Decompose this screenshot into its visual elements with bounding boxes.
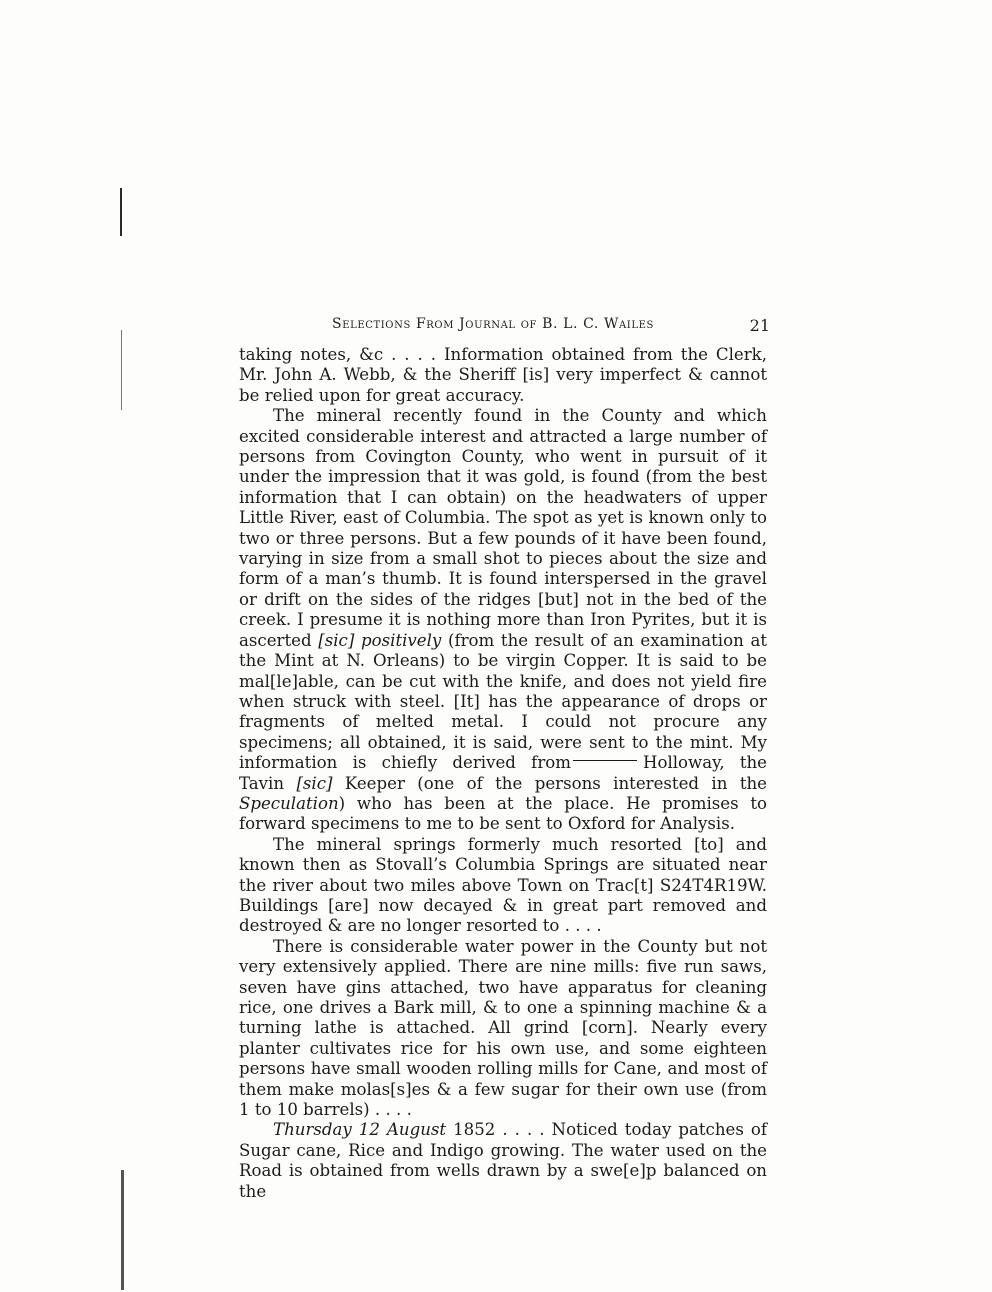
italic-text: [sic] <box>296 773 333 793</box>
italic-text: Speculation <box>239 793 339 813</box>
text-run: (from the result of an examination at the Mint at N. Orleans) to be virgin Copper. It is said to be mal[le]able, can be cut with the knife, and does not yield fire when struck with steel. [It] has the appearance of drops or fragments of melted metal. I could not procure any specimens; all obtained, it is said, were sent to the mint. My information is chiefly derived from <box>239 630 768 773</box>
paragraph <box>239 406 767 835</box>
body-text <box>239 345 767 1202</box>
italic-text: positively <box>361 630 442 650</box>
scan-edge-mark <box>121 330 122 410</box>
scan-edge-mark <box>121 1170 124 1290</box>
text-run: The mineral recently found in the County and which excited considerable interest and attracted a large number of persons from Covington County, who went in pursuit of it under the impression that it was gold, is found (from the best information that I can obtain) on the headwaters of upper Little River, east of Columbia. The spot as yet is known only to two or three persons. But a few pounds of it have been found, varying in size from a small shot to pieces about the size and form of a man’s thumb. It is found interspersed in the gravel or drift on the sides of the ridges [but] not in the bed of the creek. I presume it is nothing more than Iron Pyrites, but it is ascerted <box>239 406 767 650</box>
text-run <box>354 631 361 650</box>
italic-text: Thursday 12 August <box>273 1120 447 1140</box>
blank-name-dash <box>573 760 637 761</box>
paragraph <box>239 1120 767 1202</box>
paragraph: taking notes, &c . . . . Information obtained from the Clerk, Mr. John A. Webb, & the Sheriff [is] very imperfect & cannot be relied upon for great accuracy. <box>239 345 767 405</box>
page-header <box>332 316 770 336</box>
text-run: Keeper (one of the persons interested in the <box>332 773 767 793</box>
paragraph: The mineral springs formerly much resorted [to] and known then as Stovall’s Columbia Springs are situated near the river about two miles above Town on Trac[t] S24T4R19W. Buildings [are] now decayed & in great part removed and destroyed & are no longer resorted to . . . . <box>239 834 767 936</box>
paragraph: There is considerable water power in the County but not very extensively applied. There are nine mills: five run saws, seven have gins attached, two have apparatus for cleaning rice, one drives a Bark mill, & to one a spinning machine & a turning lathe is attached. All grind [corn]. Nearly every planter cultivates rice for his own use, and some eighteen persons have small wooden rolling mills for Cane, and most of them make molas[s]es & a few sugar for their own use (from 1 to 10 barrels) . . . . <box>239 936 767 1120</box>
italic-text: [sic] <box>318 630 355 650</box>
text-run: 1852 . . . . Noticed today patches of Sugar cane, Rice and Indigo growing. The water used on the Road is obtained from wells drawn by a swe[e]p balanced on the <box>239 1120 768 1201</box>
text-run: Holloway, the Tavin <box>239 753 768 793</box>
text-run: ) who has been at the place. He promises to forward specimens to me to be sent to Oxford for Analysis. <box>239 793 767 834</box>
scan-edge-mark <box>120 188 122 236</box>
page-number: 21 <box>749 316 770 335</box>
running-head: Selections From Journal of B. L. C. Wailes <box>332 316 654 332</box>
